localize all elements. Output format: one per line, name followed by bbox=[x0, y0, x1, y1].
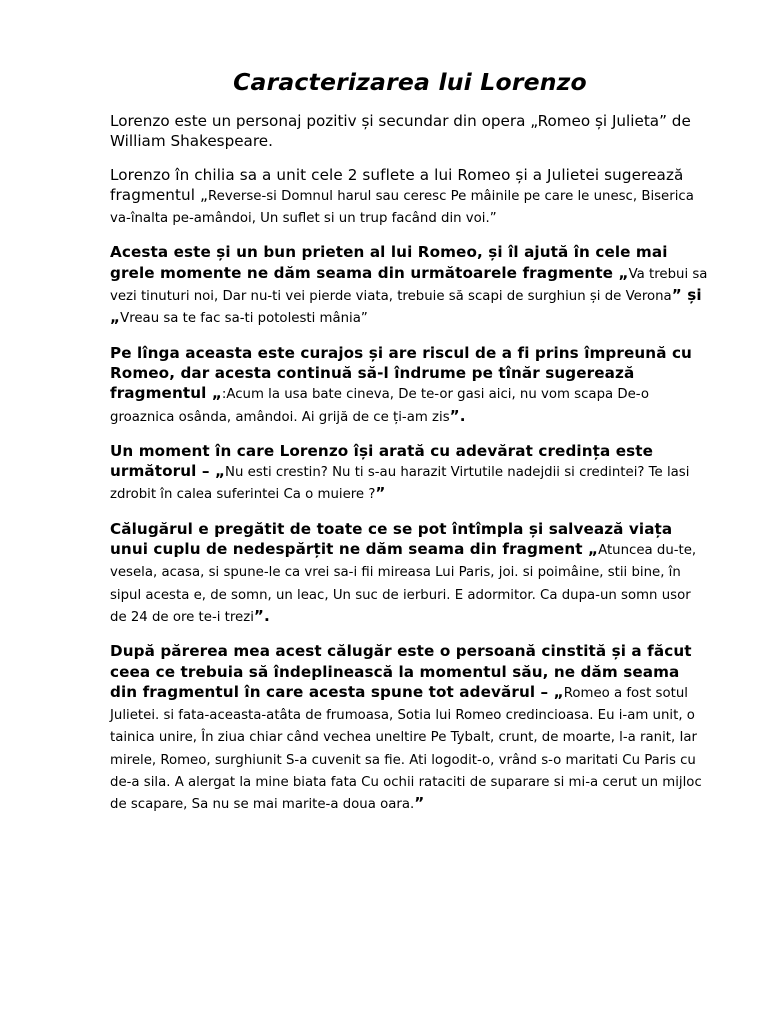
paragraph-4-quote: :Acum la usa bate cineva, De te-or gasi aici, nu vom scapa De-o groaznica osânda, amândoi. Ai grijă de ce ți-am zis bbox=[110, 387, 649, 425]
paragraph-3 bbox=[110, 242, 710, 329]
paragraph-3-lead: Acesta este și un bun prieten al lui Romeo, și îl ajută în cele mai grele momente ne dăm seama din următoarele fragmente „ bbox=[110, 243, 668, 282]
paragraph-3-quote-2: Vreau sa te fac sa-ti potolesti mânia” bbox=[120, 311, 368, 327]
paragraph-2-lead: Lorenzo în chilia sa a unit cele 2 suflete a lui Romeo și a Julietei sugerează fragmentul „ bbox=[110, 165, 684, 204]
paragraph-7 bbox=[110, 641, 710, 815]
document-page bbox=[110, 66, 710, 829]
paragraph-6 bbox=[110, 519, 710, 628]
document-title: Caracterizarea lui Lorenzo bbox=[233, 68, 587, 96]
paragraph-6-quote: Atuncea du-te, vesela, acasa, si spune-le ca vrei sa-i fii mireasa Lui Paris, joi. si poimâine, stii bine, în sipul acesta e, de somn, un leac, Un suc de ierburi. E adormitor. Ca dupa-un somn usor de 24 de ore te-i trezi bbox=[110, 543, 697, 625]
paragraph-3-quote: Va trebui sa vezi tinuturi noi, Dar nu-ti vei pierde viata, trebuie să scapi de surghiun și de Verona bbox=[110, 266, 708, 305]
paragraph-4-lead: Pe lînga aceasta este curajos și are riscul de a fi prins împreună cu Romeo, dar acesta continuă să-l îndrume pe tînăr sugerează fragmentul „ bbox=[110, 343, 692, 403]
paragraph-4 bbox=[110, 343, 710, 428]
paragraph-1 bbox=[110, 111, 710, 152]
paragraph-5-lead: Un moment în care Lorenzo își arată cu adevărat credința este următorul – „ bbox=[110, 441, 654, 481]
paragraph-4-tail: ”. bbox=[449, 406, 466, 425]
paragraph-6-tail: ”. bbox=[253, 606, 270, 625]
paragraph-2-quote: Reverse-si Domnul harul sau ceresc Pe mâinile pe care le unesc, Biserica va-înalta pe-amândoi, Un suflet si un trup facând din voi.” bbox=[110, 188, 694, 227]
paragraph-5-quote: Nu esti crestin? Nu ti s-au harazit Virtutile nadejdii si credintei? Te lasi zdrobit în calea suferintei Ca o muiere ? bbox=[110, 465, 690, 503]
paragraph-5-tail: ” bbox=[375, 484, 386, 503]
paragraph-3-connector: ” și „ bbox=[110, 286, 702, 327]
paragraph-5 bbox=[110, 441, 710, 506]
paragraph-7-tail: ” bbox=[414, 794, 425, 813]
paragraph-2 bbox=[110, 165, 710, 230]
paragraph-1-text: Lorenzo este un personaj pozitiv și secundar din opera „Romeo și Julieta” de William Shakespeare. bbox=[110, 112, 691, 151]
paragraph-7-lead: După părerea mea acest călugăr este o persoană cinstită și a făcut ceea ce trebuia să îndeplinească la momentul său, ne dăm seama din fragmentul în care acesta spune tot adevărul – „ bbox=[110, 642, 692, 701]
paragraph-6-lead: Călugărul e pregătit de toate ce se pot întîmpla și salvează viața unui cuplu de nedespărțit ne dăm seama din fragment „ bbox=[110, 519, 673, 559]
paragraph-7-quote: Romeo a fost sotul Julietei. si fata-aceasta-atâta de frumoasa, Sotia lui Romeo credincioasa. Eu i-am unit, o tainica unire, În ziua chiar când vechea uneltire Pe Tybalt, crunt, de moarte, l-a ranit, Iar mirele, Romeo, surghiunit S-a cuvenit sa fie. Ati logodit-o, vrând s-o maritati Cu Paris cu de-a sila. A alergat la mine biata fata Cu ochii rataciti de suparare si mi-a cerut un mijloc de scapare, Sa nu se mai marite-a doua oara. bbox=[110, 685, 702, 813]
